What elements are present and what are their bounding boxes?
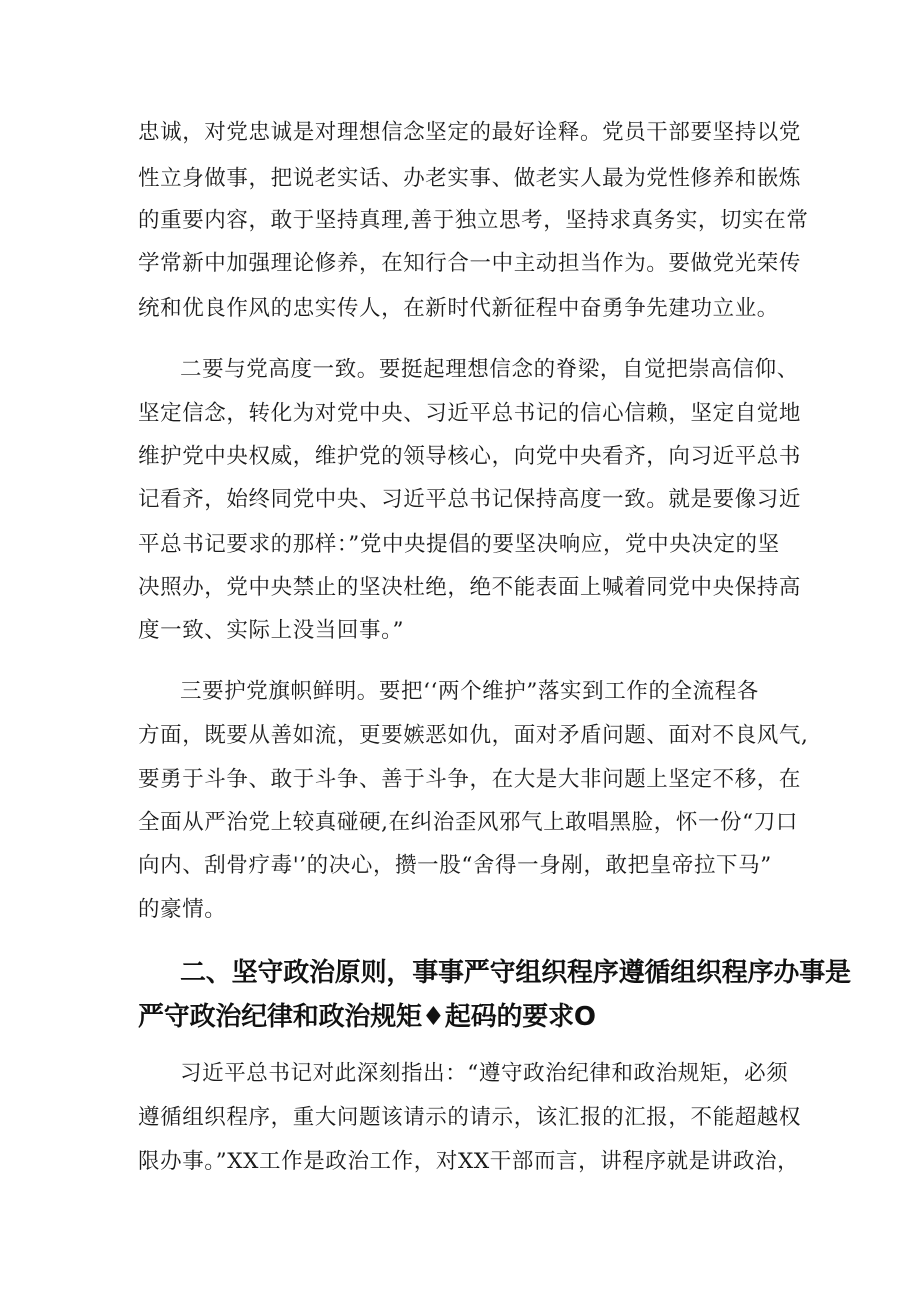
text-line: 学常新中加强理论修养，在知行合一中主动担当作为。要做党光荣传 (138, 251, 802, 276)
text-line: 维护党中央权威，维护党的领导核心，向党中央看齐，向习近平总书 (138, 444, 802, 469)
text-line: 的豪情。 (138, 897, 227, 922)
text-line: 记看齐，始终同党中央、习近平总书记保持高度一致。就是要像习近 (138, 487, 802, 512)
text-line: 性立身做事，把说老实话、办老实事、做老实人最为党性修养和嵌炼 (138, 166, 802, 191)
text-line: 习近平总书记对此深刻指出：“遵守政治纪律和政治规矩，必须 (180, 1061, 789, 1086)
text-line: 度一致、实际上没当回事。” (138, 618, 405, 643)
heading-line: 二、坚守政治原则，事事严守组织程序遵循组织程序办事是 (180, 958, 851, 988)
text-line: 决照办，党中央禁止的坚决杜绝，绝不能表面上喊着同党中央保持高 (138, 575, 802, 600)
text-line: 要勇于斗争、敢于斗争、善于斗争，在大是大非问题上坚定不移，在 (138, 767, 802, 792)
text-line: 坚定信念，转化为对党中央、习近平总书记的信心信赖，坚定自觉地 (138, 401, 802, 426)
text-line: 方面，既要从善如流，更要嫉恶如仇，面对矛盾问题、面对不良风气, (138, 723, 809, 748)
text-line: 二要与党高度一致。要挺起理想信念的脊梁，自觉把崇高信仰、 (180, 357, 799, 382)
text-line: 全面从严治党上较真碰硬,在纠治歪风邪气上敢唱黑脸，怀一份“刀口 (138, 810, 798, 835)
heading-line: 严守政治纪律和政治规矩♦起码的要求O (138, 1002, 596, 1032)
text-line: 平总书记要求的那样：”党中央提倡的要坚决响应，党中央决定的坚 (138, 532, 780, 557)
text-line: 三要护党旗帜鲜明。要把‘‘两个维护”落实到工作的全流程各 (180, 679, 759, 704)
text-line: 的重要内容，敢于坚持真理,善于独立思考，坚持求真务实，切实在常 (138, 208, 809, 233)
text-line: 向内、刮骨疗毒'’的决心，攒一股“舍得一身剐，敢把皇帝拉下马” (138, 853, 772, 878)
text-line: 限办事。”XX工作是政治工作，对XX干部而言，讲程序就是讲政治， (138, 1149, 800, 1174)
text-line: 统和优良作风的忠实传人，在新时代新征程中奋勇争先建功立业。 (138, 296, 779, 321)
text-line: 忠诚，对党忠诚是对理想信念坚定的最好诠释。党员干部要坚持以党 (138, 120, 802, 145)
text-line: 遵循组织程序，重大问题该请示的请示，该汇报的汇报，不能超越权 (138, 1105, 802, 1130)
